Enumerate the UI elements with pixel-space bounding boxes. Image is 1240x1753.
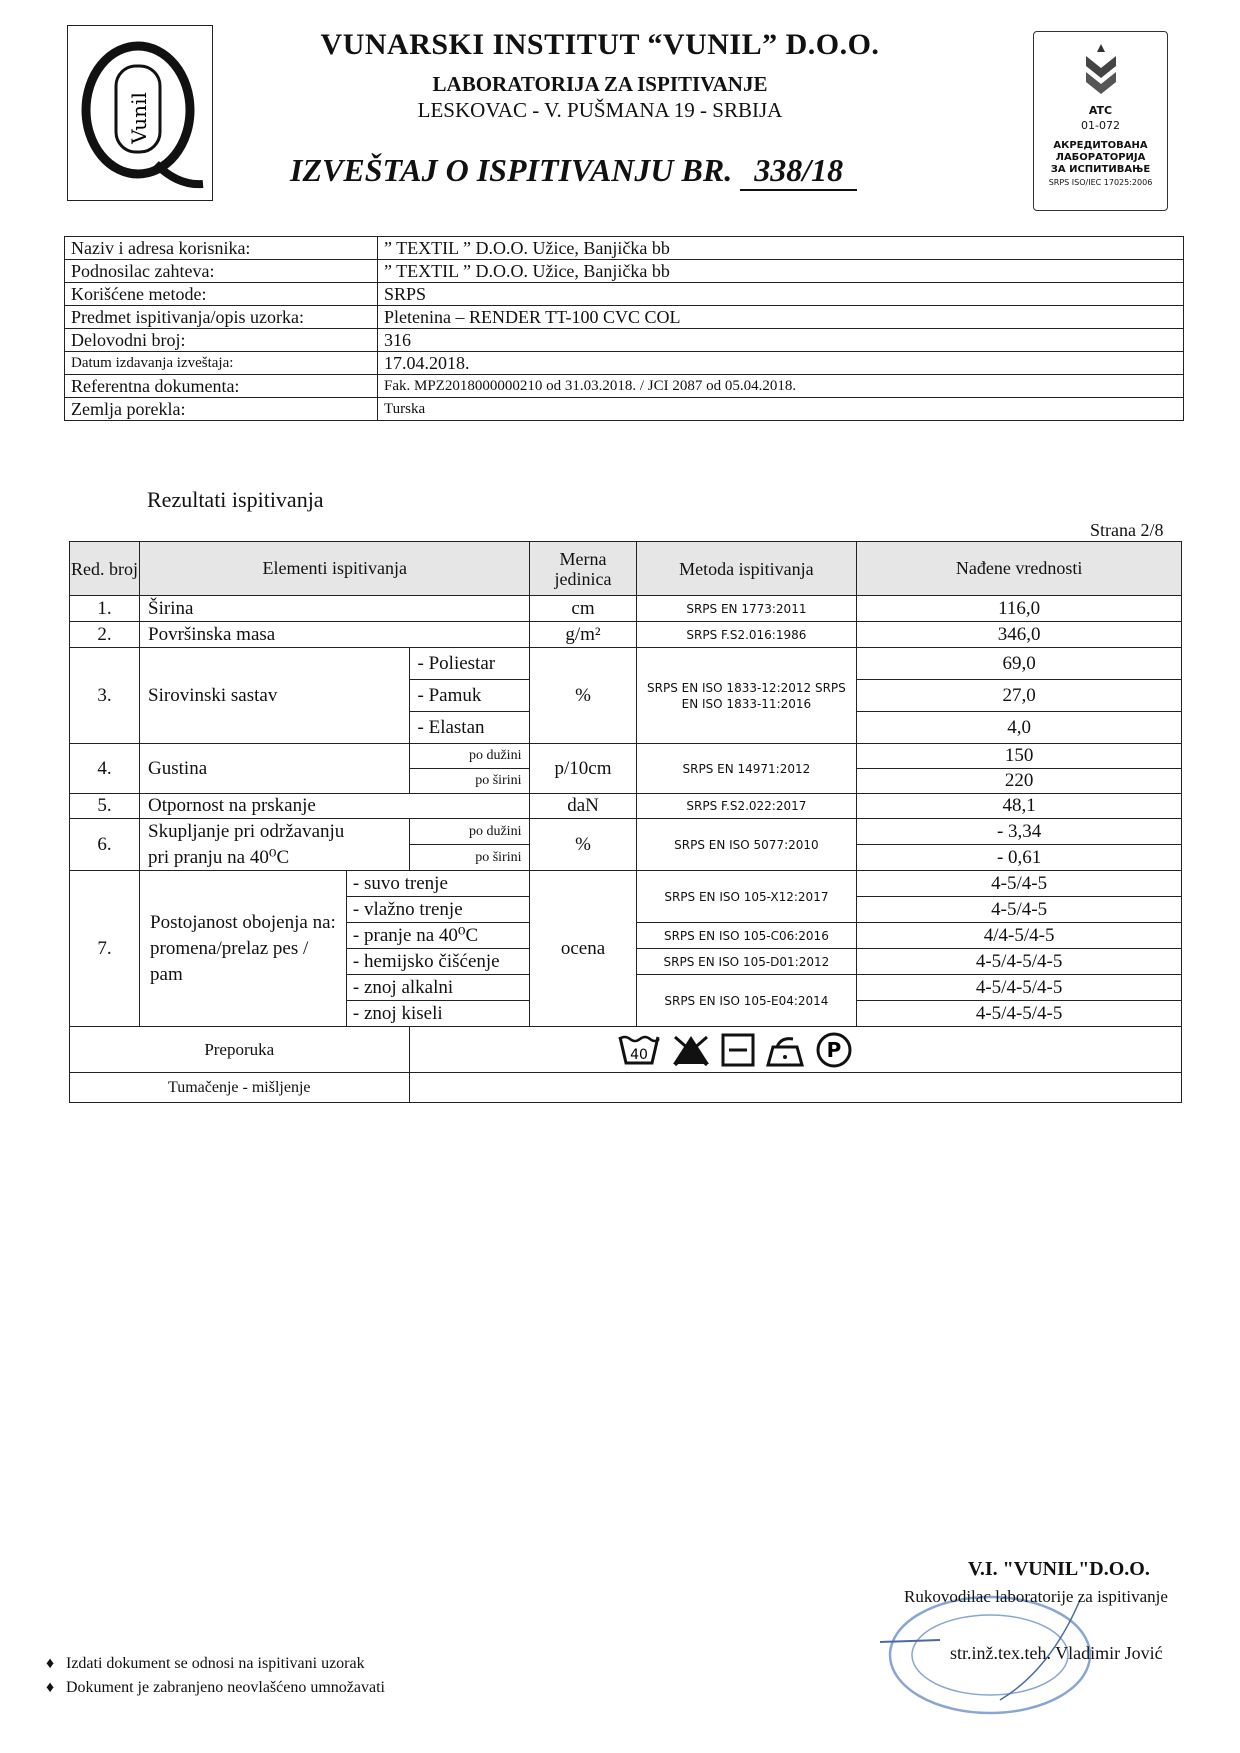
row-unit: % — [530, 819, 636, 871]
interpretation-value — [409, 1073, 1181, 1103]
row-method: SRPS EN 14971:2012 — [636, 744, 857, 794]
col-header-method: Metoda ispitivanja — [636, 542, 857, 596]
recommendation-row — [70, 1027, 1182, 1073]
note-item — [46, 1676, 385, 1700]
info-row — [65, 329, 1184, 352]
row-method: SRPS EN 1773:2011 — [636, 596, 857, 622]
interpretation-row — [70, 1073, 1182, 1103]
fastness-test: - vlažno trenje — [346, 897, 530, 923]
page-number: Strana 2/8 — [1090, 520, 1164, 540]
col-header-value: Nađene vrednosti — [857, 542, 1182, 596]
table-row — [70, 744, 1182, 769]
direction-label: po dužini — [409, 819, 530, 845]
row-name: Površinska masa — [140, 622, 530, 648]
signature-org: V.I. "VUNIL"D.O.O. — [968, 1558, 1150, 1580]
footer-notes — [46, 1652, 385, 1700]
row-value: 69,0 — [857, 648, 1182, 680]
row-no: 5. — [70, 794, 140, 819]
logo-text: Vunil — [127, 92, 151, 144]
info-value: Pletenina – RENDER TT-100 CVC COL — [378, 306, 1184, 329]
table-row — [70, 622, 1182, 648]
info-row — [65, 398, 1184, 421]
row-value: 4,0 — [857, 712, 1182, 744]
row-unit: g/m² — [530, 622, 636, 648]
row-method: SRPS F.S2.022:2017 — [636, 794, 857, 819]
note-text: Dokument je zabranjeno neovlašćeno umnožavati — [66, 1679, 385, 1696]
accreditation-badge — [1033, 31, 1168, 211]
info-label: Delovodni broj: — [65, 329, 378, 352]
row-no: 7. — [70, 871, 140, 1027]
row-unit: p/10cm — [530, 744, 636, 794]
info-row — [65, 306, 1184, 329]
row-method: SRPS F.S2.016:1986 — [636, 622, 857, 648]
institute-logo — [67, 25, 213, 201]
row-no: 6. — [70, 819, 140, 871]
fastness-test: - znoj kiseli — [346, 1001, 530, 1027]
row-method: SRPS EN ISO 105-E04:2014 — [636, 975, 857, 1027]
composition-item: - Pamuk — [409, 680, 530, 712]
recommendation-label: Preporuka — [70, 1027, 410, 1073]
table-row — [70, 794, 1182, 819]
info-label: Referentna dokumenta: — [65, 375, 378, 398]
info-value: ” TEXTIL ” D.O.O. Užice, Banjička bb — [378, 260, 1184, 283]
info-value: 316 — [378, 329, 1184, 352]
col-header-no: Red. broj — [70, 542, 140, 596]
composition-item: - Poliestar — [409, 648, 530, 680]
report-title-text: IZVEŠTAJ O ISPITIVANJU BR. — [290, 152, 733, 188]
info-row — [65, 352, 1184, 375]
row-name: Skupljanje pri održavanju — [140, 819, 410, 845]
fastness-test: - suvo trenje — [346, 871, 530, 897]
wash-temp: 40 — [630, 1046, 649, 1063]
client-info-table — [64, 236, 1184, 421]
signature-role: Rukovodilac laboratorije za ispitivanje — [904, 1587, 1168, 1606]
info-value: Turska — [378, 398, 1184, 421]
signature-name: str.inž.tex.teh. Vladimir Jović — [950, 1643, 1163, 1663]
info-label: Podnosilac zahteva: — [65, 260, 378, 283]
bullet-icon: ♦ — [46, 1655, 55, 1672]
info-row — [65, 283, 1184, 306]
fastness-test: - pranje na 40⁰C — [346, 923, 530, 949]
row-no: 3. — [70, 648, 140, 744]
table-row — [70, 596, 1182, 622]
flat-dry-icon — [765, 1033, 805, 1067]
row-value: 116,0 — [857, 596, 1182, 622]
row-method: SRPS EN ISO 5077:2010 — [636, 819, 857, 871]
note-text: Izdati dokument se odnosi na ispitivani uzorak — [66, 1655, 365, 1672]
atc-chevron-icon — [1082, 42, 1120, 98]
info-value: ” TEXTIL ” D.O.O. Užice, Banjička bb — [378, 237, 1184, 260]
row-value: 220 — [857, 769, 1182, 794]
info-label: Naziv i adresa korisnika: — [65, 237, 378, 260]
laboratory-name: LABORATORIJA ZA ISPITIVANJE — [432, 72, 768, 96]
care-symbols — [409, 1027, 1181, 1073]
row-value: - 3,34 — [857, 819, 1182, 845]
results-heading: Rezultati ispitivanja — [147, 487, 324, 512]
info-label: Korišćene metode: — [65, 283, 378, 306]
dry-clean-p-icon — [815, 1031, 853, 1069]
info-label: Datum izdavanja izveštaja: — [65, 352, 378, 375]
row-value: 48,1 — [857, 794, 1182, 819]
atc-line1: АКРЕДИТОВАНА — [1053, 140, 1148, 151]
row-method: SRPS EN ISO 105-C06:2016 — [636, 923, 857, 949]
no-bleach-icon — [671, 1033, 711, 1067]
report-number: 338/18 — [740, 152, 857, 191]
row-no: 2. — [70, 622, 140, 648]
institute-address: LESKOVAC - V. PUŠMANA 19 - SRBIJA — [417, 98, 783, 122]
tumble-dry-icon — [721, 1033, 755, 1067]
direction-label: po širini — [409, 769, 530, 794]
row-value: 4-5/4-5/4-5 — [857, 975, 1182, 1001]
table-row — [70, 819, 1182, 845]
row-name: Otpornost na prskanje — [140, 794, 530, 819]
row-value: 150 — [857, 744, 1182, 769]
row-name: Gustina — [140, 744, 410, 794]
info-row — [65, 237, 1184, 260]
atc-standard: SRPS ISO/IEC 17025:2006 — [1048, 178, 1153, 187]
row-value: - 0,61 — [857, 845, 1182, 871]
fastness-test: - hemijsko čišćenje — [346, 949, 530, 975]
results-final-table — [69, 541, 1182, 1103]
row-no: 1. — [70, 596, 140, 622]
row-method: SRPS EN ISO 105-D01:2012 — [636, 949, 857, 975]
info-value: Fak. MPZ2018000000210 od 31.03.2018. / JCI 2087 od 05.04.2018. — [378, 375, 1184, 398]
info-label: Zemlja porekla: — [65, 398, 378, 421]
info-row — [65, 375, 1184, 398]
row-method: SRPS EN ISO 105-X12:2017 — [636, 871, 857, 923]
dry-clean-letter: P — [826, 1037, 842, 1062]
info-value: 17.04.2018. — [378, 352, 1184, 375]
fastness-test: - znoj alkalni — [346, 975, 530, 1001]
info-value: SRPS — [378, 283, 1184, 306]
row-unit: cm — [530, 596, 636, 622]
results-wrapper — [69, 541, 1182, 1141]
wash-40-icon — [617, 1033, 661, 1067]
row-name: Sirovinski sastav — [140, 648, 410, 744]
report-title — [290, 152, 857, 191]
info-label: Predmet ispitivanja/opis uzorka: — [65, 306, 378, 329]
row-value: 4-5/4-5/4-5 — [857, 1001, 1182, 1027]
row-name: Postojanost obojenja na: promena/prelaz pes / pam — [140, 871, 347, 1027]
row-value: 346,0 — [857, 622, 1182, 648]
vunil-q-logo-icon — [68, 26, 211, 199]
interpretation-label: Tumačenje - mišljenje — [70, 1073, 410, 1103]
atc-code: ATC — [1088, 104, 1113, 117]
table-row — [70, 871, 1182, 897]
row-value: 4-5/4-5/4-5 — [857, 949, 1182, 975]
col-header-unit: Merna jedinica — [530, 542, 636, 596]
atc-line2: ЛАБОРАТОРИЈА — [1055, 152, 1146, 163]
row-unit: % — [530, 648, 636, 744]
row-value: 4/4-5/4-5 — [857, 923, 1182, 949]
row-unit: daN — [530, 794, 636, 819]
col-header-element: Elementi ispitivanja — [140, 542, 530, 596]
row-name-cont: pri pranju na 40⁰C — [140, 845, 410, 871]
table-row — [70, 648, 1182, 680]
atc-line3: ЗА ИСПИТИВАЊЕ — [1050, 164, 1151, 175]
row-unit: ocena — [530, 871, 636, 1027]
institute-name: VUNARSKI INSTITUT “VUNIL” D.O.O. — [320, 28, 880, 61]
direction-label: po dužini — [409, 744, 530, 769]
info-row — [65, 260, 1184, 283]
bullet-icon: ♦ — [46, 1679, 55, 1696]
row-no: 4. — [70, 744, 140, 794]
row-name: Širina — [140, 596, 530, 622]
row-value: 4-5/4-5 — [857, 897, 1182, 923]
direction-label: po širini — [409, 845, 530, 871]
note-item — [46, 1652, 385, 1676]
composition-item: - Elastan — [409, 712, 530, 744]
row-method: SRPS EN ISO 1833-12:2012 SRPS EN ISO 1833-11:2016 — [636, 648, 857, 744]
row-value: 27,0 — [857, 680, 1182, 712]
row-value: 4-5/4-5 — [857, 871, 1182, 897]
atc-number: 01-072 — [1081, 119, 1120, 132]
